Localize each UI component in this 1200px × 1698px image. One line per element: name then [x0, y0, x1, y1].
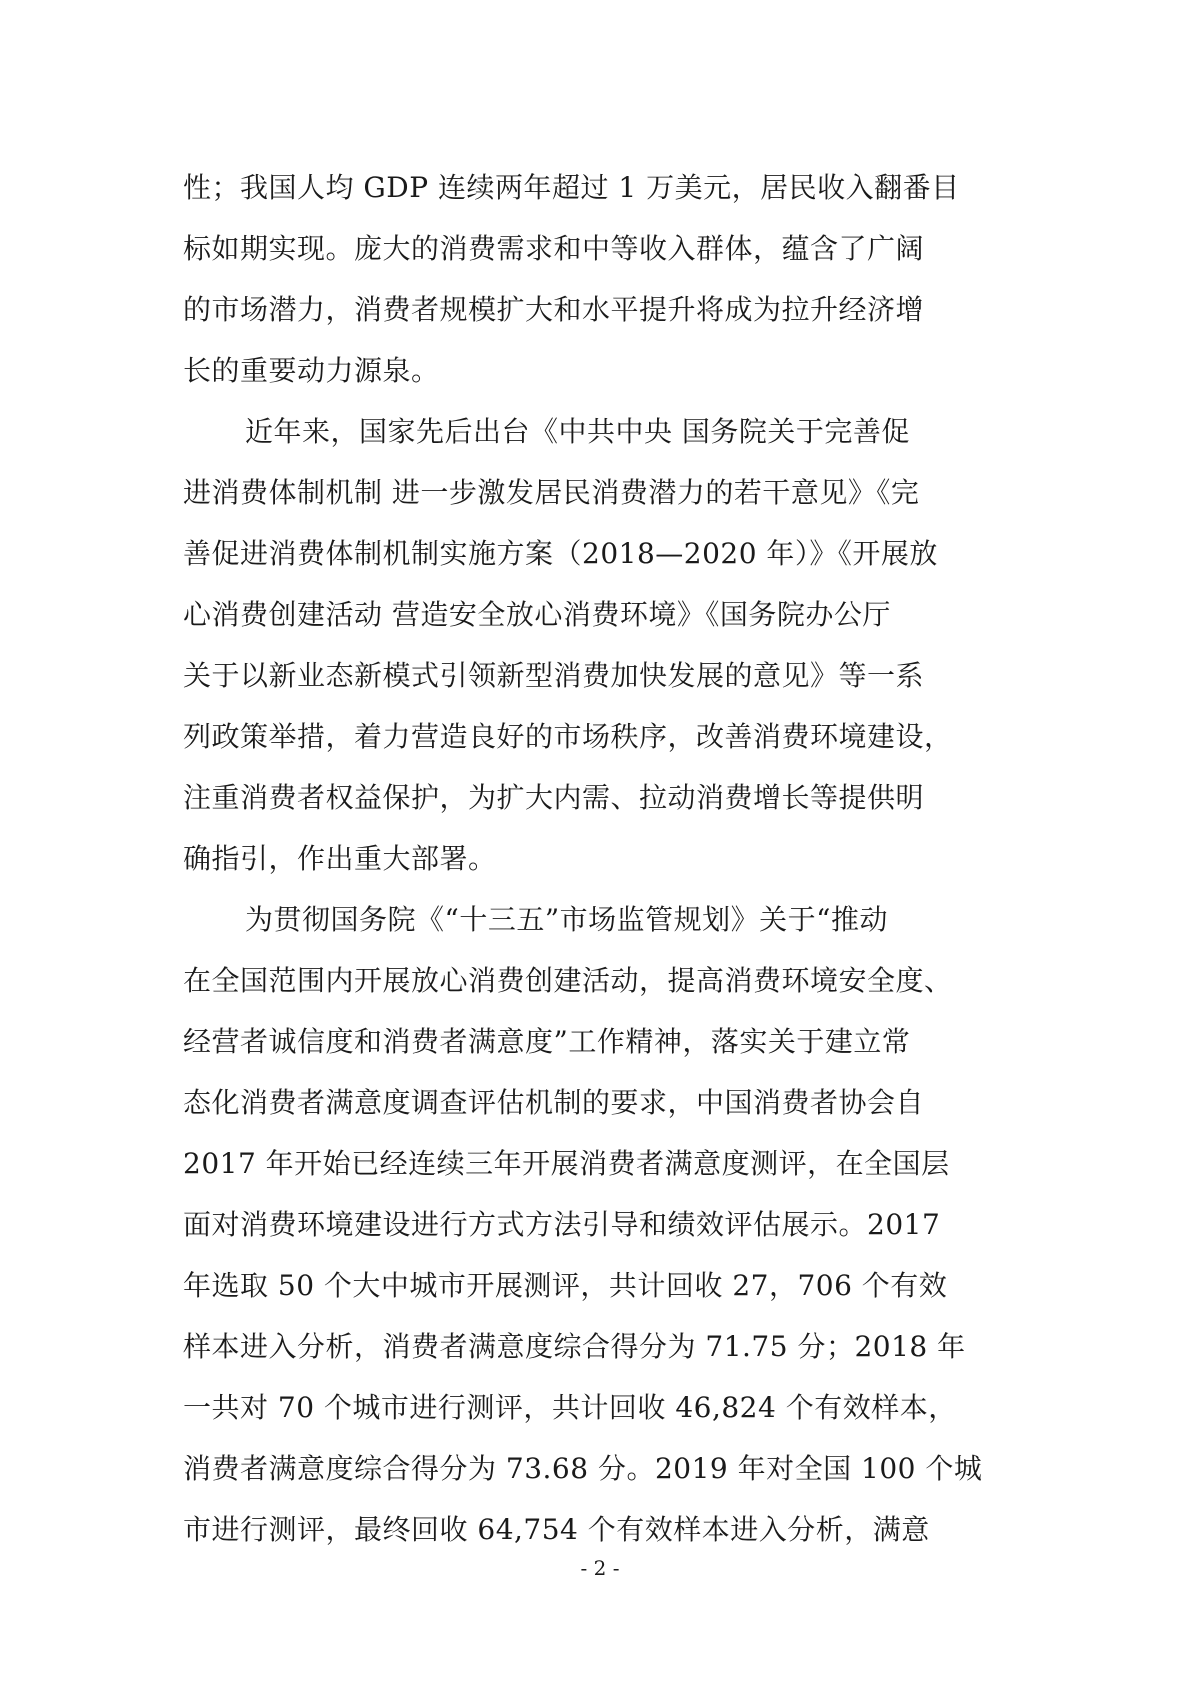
- paragraph-2-line-2: 进消费体制机制 进一步激发居民消费潜力的若干意见》《完: [183, 476, 920, 509]
- paragraph-3-line-3: 经营者诚信度和消费者满意度”工作精神，落实关于建立常: [183, 1025, 911, 1058]
- paragraph-1-line-2: 标如期实现。庞大的消费需求和中等收入群体，蕴含了广阔: [183, 232, 925, 265]
- page-number: - 2 -: [580, 1556, 620, 1580]
- paragraph-2-line-1: 近年来，国家先后出台《中共中央 国务院关于完善促: [245, 415, 910, 448]
- paragraph-2-line-5: 关于以新业态新模式引领新型消费加快发展的意见》等一系: [183, 659, 925, 692]
- paragraph-1-line-4: 长的重要动力源泉。: [183, 354, 440, 387]
- paragraph-3-line-4: 态化消费者满意度调查评估机制的要求，中国消费者协会自: [183, 1086, 925, 1119]
- paragraph-2-line-4: 心消费创建活动 营造安全放心消费环境》《国务院办公厅: [183, 598, 891, 631]
- paragraph-3-line-6: 面对消费环境建设进行方式方法引导和绩效评估展示。2017: [183, 1208, 941, 1241]
- body-text: [183, 157, 1033, 1560]
- paragraph-3-line-2: 在全国范围内开展放心消费创建活动，提高消费环境安全度、: [183, 964, 953, 997]
- paragraph-2-line-6: 列政策举措，着力营造良好的市场秩序，改善消费环境建设，: [183, 720, 953, 753]
- paragraph-2-line-7: 注重消费者权益保护，为扩大内需、拉动消费增长等提供明: [183, 781, 925, 814]
- paragraph-2-line-8: 确指引，作出重大部署。: [183, 842, 497, 875]
- paragraph-3-line-5: 2017 年开始已经连续三年开展消费者满意度测评，在全国层: [183, 1147, 950, 1180]
- paragraph-2-line-3: 善促进消费体制机制实施方案（2018—2020 年）》《开展放: [183, 537, 938, 570]
- paragraph-1-line-1: 性；我国人均 GDP 连续两年超过 1 万美元，居民收入翻番目: [183, 171, 960, 204]
- paragraph-3-line-1: 为贯彻国务院《“十三五”市场监管规划》关于“推动: [245, 903, 888, 936]
- paragraph-1-line-3: 的市场潜力，消费者规模扩大和水平提升将成为拉升经济增: [183, 293, 925, 326]
- paragraph-3-line-10: 消费者满意度综合得分为 73.68 分。2019 年对全国 100 个城: [183, 1452, 983, 1485]
- paragraph-3-line-8: 样本进入分析，消费者满意度综合得分为 71.75 分；2018 年: [183, 1330, 966, 1363]
- paragraph-3-line-9: 一共对 70 个城市进行测评，共计回收 46,824 个有效样本，: [183, 1391, 957, 1424]
- paragraph-3-line-7: 年选取 50 个大中城市开展测评，共计回收 27，706 个有效: [183, 1269, 948, 1302]
- paragraph-3-line-11: 市进行测评，最终回收 64,754 个有效样本进入分析，满意: [183, 1513, 930, 1546]
